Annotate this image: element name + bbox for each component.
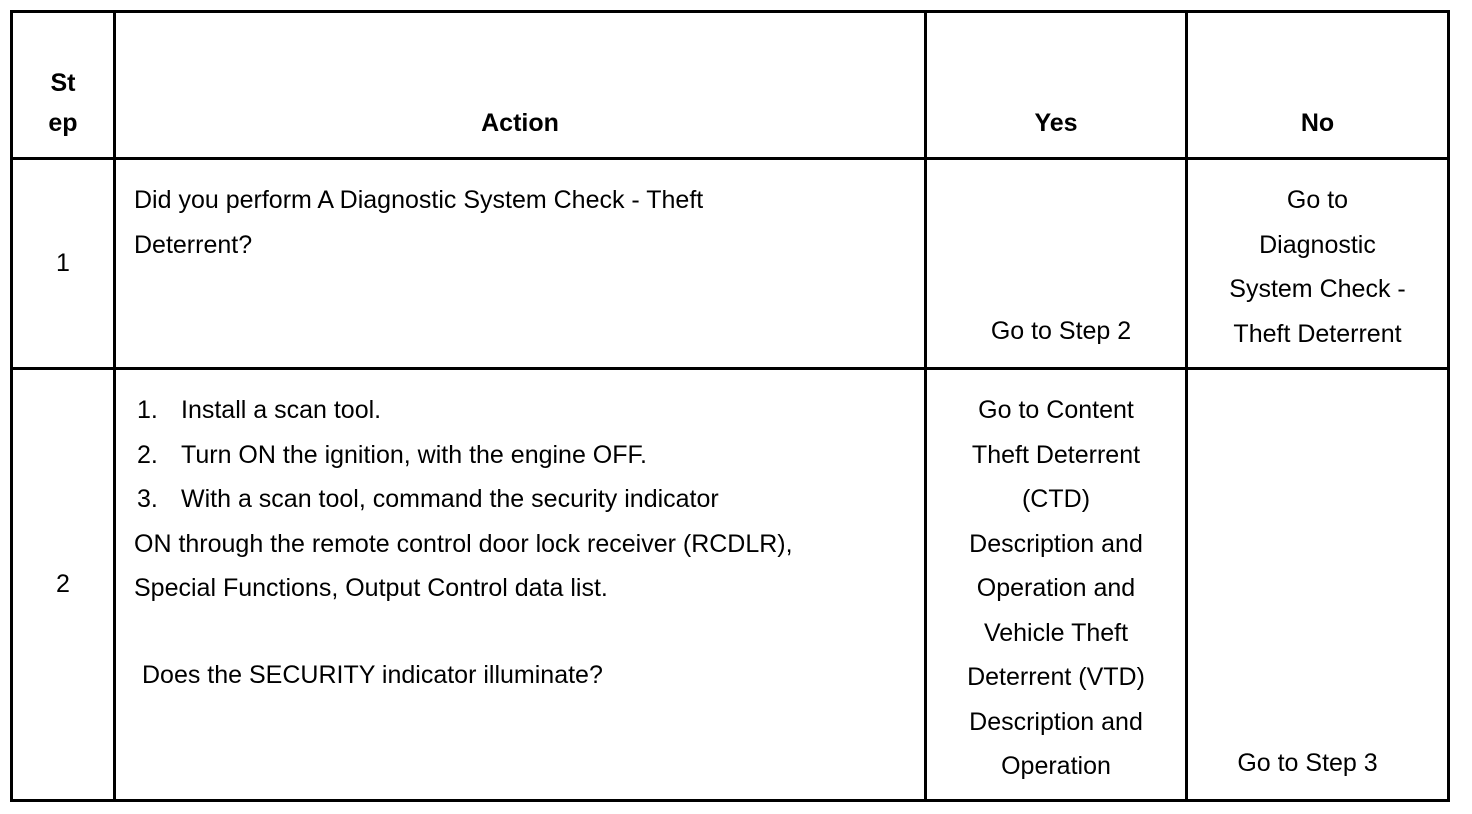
- substep-number: 3.: [137, 485, 158, 513]
- yes-cell: [926, 159, 1187, 369]
- yes-cell: [926, 369, 1187, 801]
- yes-result-line: Deterrent (VTD): [967, 663, 1145, 691]
- yes-result-line: Operation and: [976, 574, 1136, 602]
- yes-result-line: Description and: [969, 707, 1143, 736]
- diagnostic-table: [10, 10, 1450, 802]
- substep-item: [134, 477, 914, 522]
- no-result-line: Theft Deterrent: [1233, 319, 1402, 348]
- header-step-line1: St: [50, 69, 76, 97]
- no-result-line: System Check -: [1229, 275, 1406, 303]
- substep-text: Install a scan tool.: [181, 396, 382, 424]
- table-row-step-2: [12, 369, 1449, 801]
- no-cell: [1187, 369, 1449, 801]
- substep-list: [134, 388, 914, 522]
- header-action: Action: [115, 12, 926, 159]
- action-cell: [115, 159, 926, 369]
- substep-number: 1.: [137, 396, 158, 424]
- substep-item: [134, 388, 914, 433]
- substep-text: Turn ON the ignition, with the engine OFF.: [181, 440, 647, 469]
- no-result-line: Go to: [1286, 186, 1349, 214]
- no-result-text: Go to Step 3: [1237, 748, 1378, 777]
- action-text-line: Deterrent?: [134, 230, 253, 259]
- no-cell: [1187, 159, 1449, 369]
- header-no: No: [1187, 12, 1449, 159]
- substep-text: With a scan tool, command the security indicator: [181, 485, 719, 513]
- step-number: 2: [12, 369, 115, 801]
- step-number: 1: [12, 159, 115, 369]
- substep-number: 2.: [137, 440, 158, 469]
- yes-result-line: Go to Content: [978, 396, 1134, 424]
- substep-item: [134, 433, 914, 478]
- action-continuation-line: Special Functions, Output Control data list.: [134, 574, 608, 602]
- yes-result-line: Description and: [969, 529, 1143, 558]
- header-step: [12, 12, 115, 159]
- action-text-line: Did you perform A Diagnostic System Check - Theft: [134, 186, 704, 214]
- header-yes: Yes: [926, 12, 1187, 159]
- yes-result-line: Vehicle Theft: [983, 618, 1129, 647]
- action-question: Does the SECURITY indicator illuminate?: [142, 660, 603, 689]
- table-row-step-1: [12, 159, 1449, 369]
- action-cell: [115, 369, 926, 801]
- yes-result-line: Theft Deterrent: [971, 440, 1141, 469]
- yes-result-line: Operation: [1001, 752, 1111, 780]
- no-result-line: Diagnostic: [1259, 230, 1376, 259]
- table-header-row: [12, 12, 1449, 159]
- action-continuation-line: ON through the remote control door lock receiver (RCDLR),: [134, 529, 793, 558]
- yes-result-text: Go to Step 2: [990, 316, 1132, 345]
- header-step-line2: ep: [48, 109, 78, 137]
- yes-result-line: (CTD): [1021, 485, 1091, 513]
